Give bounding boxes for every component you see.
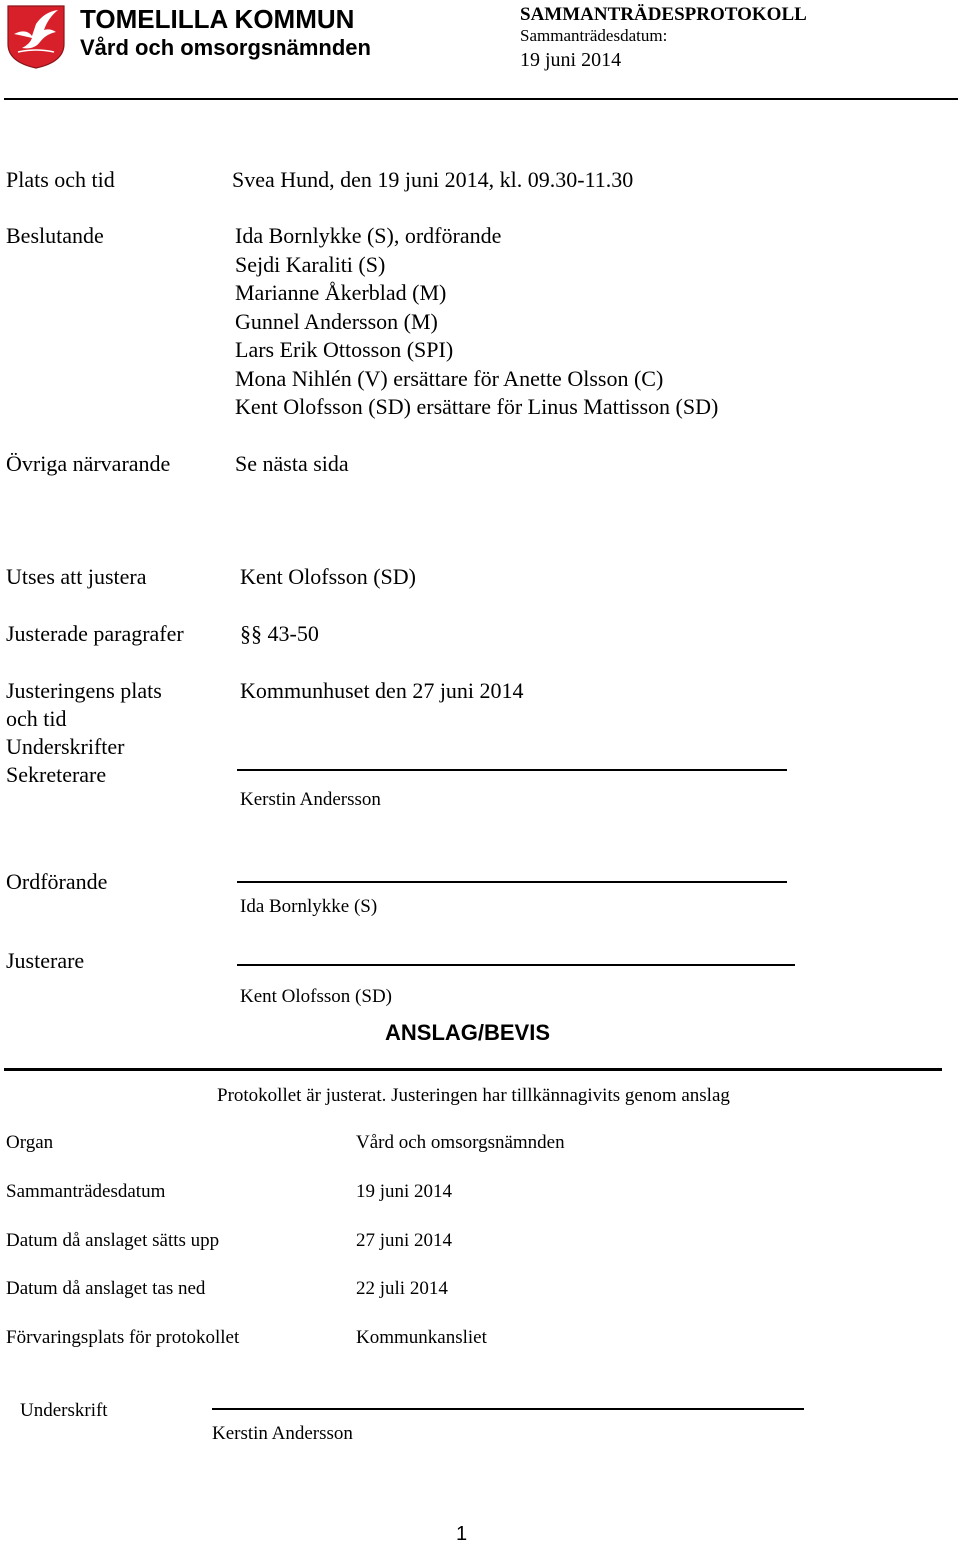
adjustment-time-label: och tid bbox=[6, 706, 67, 731]
deciding-label: Beslutande bbox=[6, 223, 104, 248]
adjuster-label: Justerare bbox=[6, 948, 85, 973]
place-time-label: Plats och tid bbox=[6, 167, 115, 192]
chair-signature-line bbox=[237, 881, 787, 883]
others-present-label: Övriga närvarande bbox=[6, 451, 171, 476]
chair-label: Ordförande bbox=[6, 869, 108, 894]
adjusted-paragraphs-value: §§ 43-50 bbox=[240, 621, 319, 646]
notice-divider bbox=[4, 1068, 942, 1071]
adjustment-place-label: Justeringens plats bbox=[6, 678, 162, 703]
adjusted-paragraphs-label: Justerade paragrafer bbox=[6, 621, 184, 646]
appointed-adjuster-label: Utses att justera bbox=[6, 564, 147, 589]
municipality-logo bbox=[6, 4, 66, 70]
member-item: Lars Erik Ottosson (SPI) bbox=[235, 337, 454, 362]
notice-row-value: Vård och omsorgsnämnden bbox=[356, 1132, 565, 1153]
member-item: Marianne Åkerblad (M) bbox=[235, 280, 447, 305]
signature-label: Underskrift bbox=[20, 1400, 108, 1421]
notice-row-label: Datum då anslaget sätts upp bbox=[6, 1230, 220, 1251]
signatures-label: Underskrifter bbox=[6, 734, 125, 759]
secretary-signature-line bbox=[237, 769, 787, 771]
notice-row-label: Organ bbox=[6, 1132, 54, 1153]
document-type: SAMMANTRÄDESPROTOKOLL bbox=[520, 4, 807, 25]
notice-row-label: Förvaringsplats för protokollet bbox=[6, 1327, 240, 1348]
others-present-value: Se nästa sida bbox=[235, 451, 349, 476]
adjuster-name: Kent Olofsson (SD) bbox=[240, 986, 392, 1007]
adjuster-signature-line bbox=[237, 964, 795, 966]
meeting-date-label: Sammanträdesdatum: bbox=[520, 26, 668, 45]
secretary-label: Sekreterare bbox=[6, 762, 107, 787]
place-time-value: Svea Hund, den 19 juni 2014, kl. 09.30-11.30 bbox=[232, 167, 634, 192]
secretary-name: Kerstin Andersson bbox=[240, 789, 381, 810]
member-item: Kent Olofsson (SD) ersättare för Linus Mattisson (SD) bbox=[235, 394, 719, 419]
member-item: Gunnel Andersson (M) bbox=[235, 308, 438, 334]
notice-row-label: Datum då anslaget tas ned bbox=[6, 1278, 206, 1299]
notice-row-value: 19 juni 2014 bbox=[356, 1181, 453, 1202]
notice-row-value: 27 juni 2014 bbox=[356, 1230, 453, 1251]
meeting-date: 19 juni 2014 bbox=[520, 49, 622, 71]
notice-row-value: 22 juli 2014 bbox=[356, 1278, 448, 1299]
page-number: 1 bbox=[456, 1523, 468, 1545]
notice-row-label: Sammanträdesdatum bbox=[6, 1181, 166, 1202]
board-name: Vård och omsorgsnämnden bbox=[80, 35, 371, 60]
signature-line bbox=[212, 1408, 804, 1410]
chair-name: Ida Bornlykke (S) bbox=[240, 896, 378, 917]
header-divider bbox=[4, 98, 958, 100]
adjustment-place-value: Kommunhuset den 27 juni 2014 bbox=[240, 678, 524, 703]
appointed-adjuster-value: Kent Olofsson (SD) bbox=[240, 564, 416, 589]
notice-row-value: Kommunkansliet bbox=[356, 1327, 487, 1348]
notice-title: ANSLAG/BEVIS bbox=[385, 1020, 551, 1045]
member-item: Ida Bornlykke (S), ordförande bbox=[235, 223, 502, 248]
member-item: Mona Nihlén (V) ersättare för Anette Olsson (C) bbox=[235, 365, 664, 391]
notice-statement: Protokollet är justerat. Justeringen har tillkännagivits genom anslag bbox=[217, 1085, 730, 1106]
signature-name: Kerstin Andersson bbox=[212, 1423, 353, 1444]
deciding-members-list bbox=[235, 222, 718, 422]
municipality-name: TOMELILLA KOMMUN bbox=[80, 4, 355, 34]
member-item: Sejdi Karaliti (S) bbox=[235, 251, 386, 277]
